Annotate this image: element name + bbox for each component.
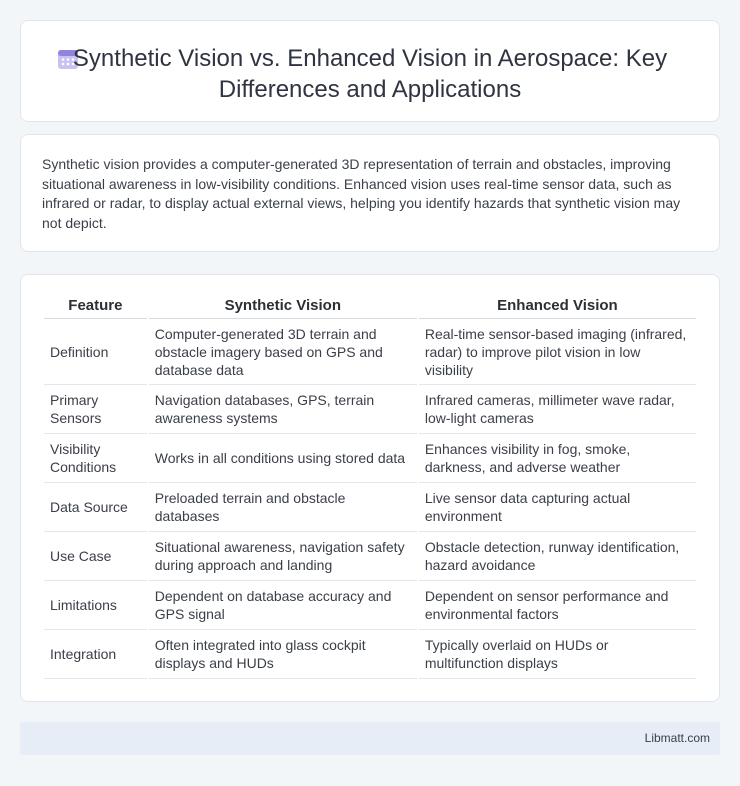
feature-cell: Integration xyxy=(44,630,147,679)
synthetic-vision-cell: Navigation databases, GPS, terrain awareness systems xyxy=(149,385,417,434)
feature-cell: Definition xyxy=(44,319,147,385)
enhanced-vision-cell: Infrared cameras, millimeter wave radar, low-light cameras xyxy=(419,385,696,434)
comparison-table xyxy=(42,293,698,679)
column-header-feature: Feature xyxy=(44,293,147,319)
synthetic-vision-cell: Works in all conditions using stored data xyxy=(149,434,417,483)
synthetic-vision-cell: Computer-generated 3D terrain and obstacle imagery based on GPS and database data xyxy=(149,319,417,385)
feature-cell: Use Case xyxy=(44,532,147,581)
footer-bar xyxy=(20,722,720,755)
table-row xyxy=(44,630,696,679)
table-header-row xyxy=(44,293,696,319)
enhanced-vision-cell: Real-time sensor-based imaging (infrared, radar) to improve pilot vision in low visibility xyxy=(419,319,696,385)
enhanced-vision-cell: Obstacle detection, runway identification, hazard avoidance xyxy=(419,532,696,581)
summary-card xyxy=(20,134,720,252)
enhanced-vision-cell: Enhances visibility in fog, smoke, darkness, and adverse weather xyxy=(419,434,696,483)
table-row xyxy=(44,385,696,434)
column-header-enhanced-vision: Enhanced Vision xyxy=(419,293,696,319)
synthetic-vision-cell: Dependent on database accuracy and GPS signal xyxy=(149,581,417,630)
synthetic-vision-cell: Often integrated into glass cockpit displays and HUDs xyxy=(149,630,417,679)
summary-text: Synthetic vision provides a computer-generated 3D representation of terrain and obstacles, improving situational awareness in low-visibility conditions. Enhanced vision uses real-time sensor data, such as infrared or radar, to display actual external views, helping you identify hazards that synthetic vision may not depict. xyxy=(42,156,681,231)
footer-site-link[interactable]: Libmatt.com xyxy=(644,731,710,745)
table-row xyxy=(44,434,696,483)
title-card xyxy=(20,20,720,122)
table-row xyxy=(44,532,696,581)
feature-cell: Limitations xyxy=(44,581,147,630)
enhanced-vision-cell: Typically overlaid on HUDs or multifunction displays xyxy=(419,630,696,679)
feature-cell: Data Source xyxy=(44,483,147,532)
table-row xyxy=(44,483,696,532)
table-row xyxy=(44,581,696,630)
synthetic-vision-cell: Preloaded terrain and obstacle databases xyxy=(149,483,417,532)
feature-cell: Visibility Conditions xyxy=(44,434,147,483)
comparison-table-card xyxy=(20,274,720,702)
column-header-synthetic-vision: Synthetic Vision xyxy=(149,293,417,319)
feature-cell: Primary Sensors xyxy=(44,385,147,434)
enhanced-vision-cell: Live sensor data capturing actual environment xyxy=(419,483,696,532)
enhanced-vision-cell: Dependent on sensor performance and environmental factors xyxy=(419,581,696,630)
synthetic-vision-cell: Situational awareness, navigation safety during approach and landing xyxy=(149,532,417,581)
page-title: Synthetic Vision vs. Enhanced Vision in Aerospace: Key Differences and Applications xyxy=(72,45,668,103)
table-row xyxy=(44,319,696,385)
